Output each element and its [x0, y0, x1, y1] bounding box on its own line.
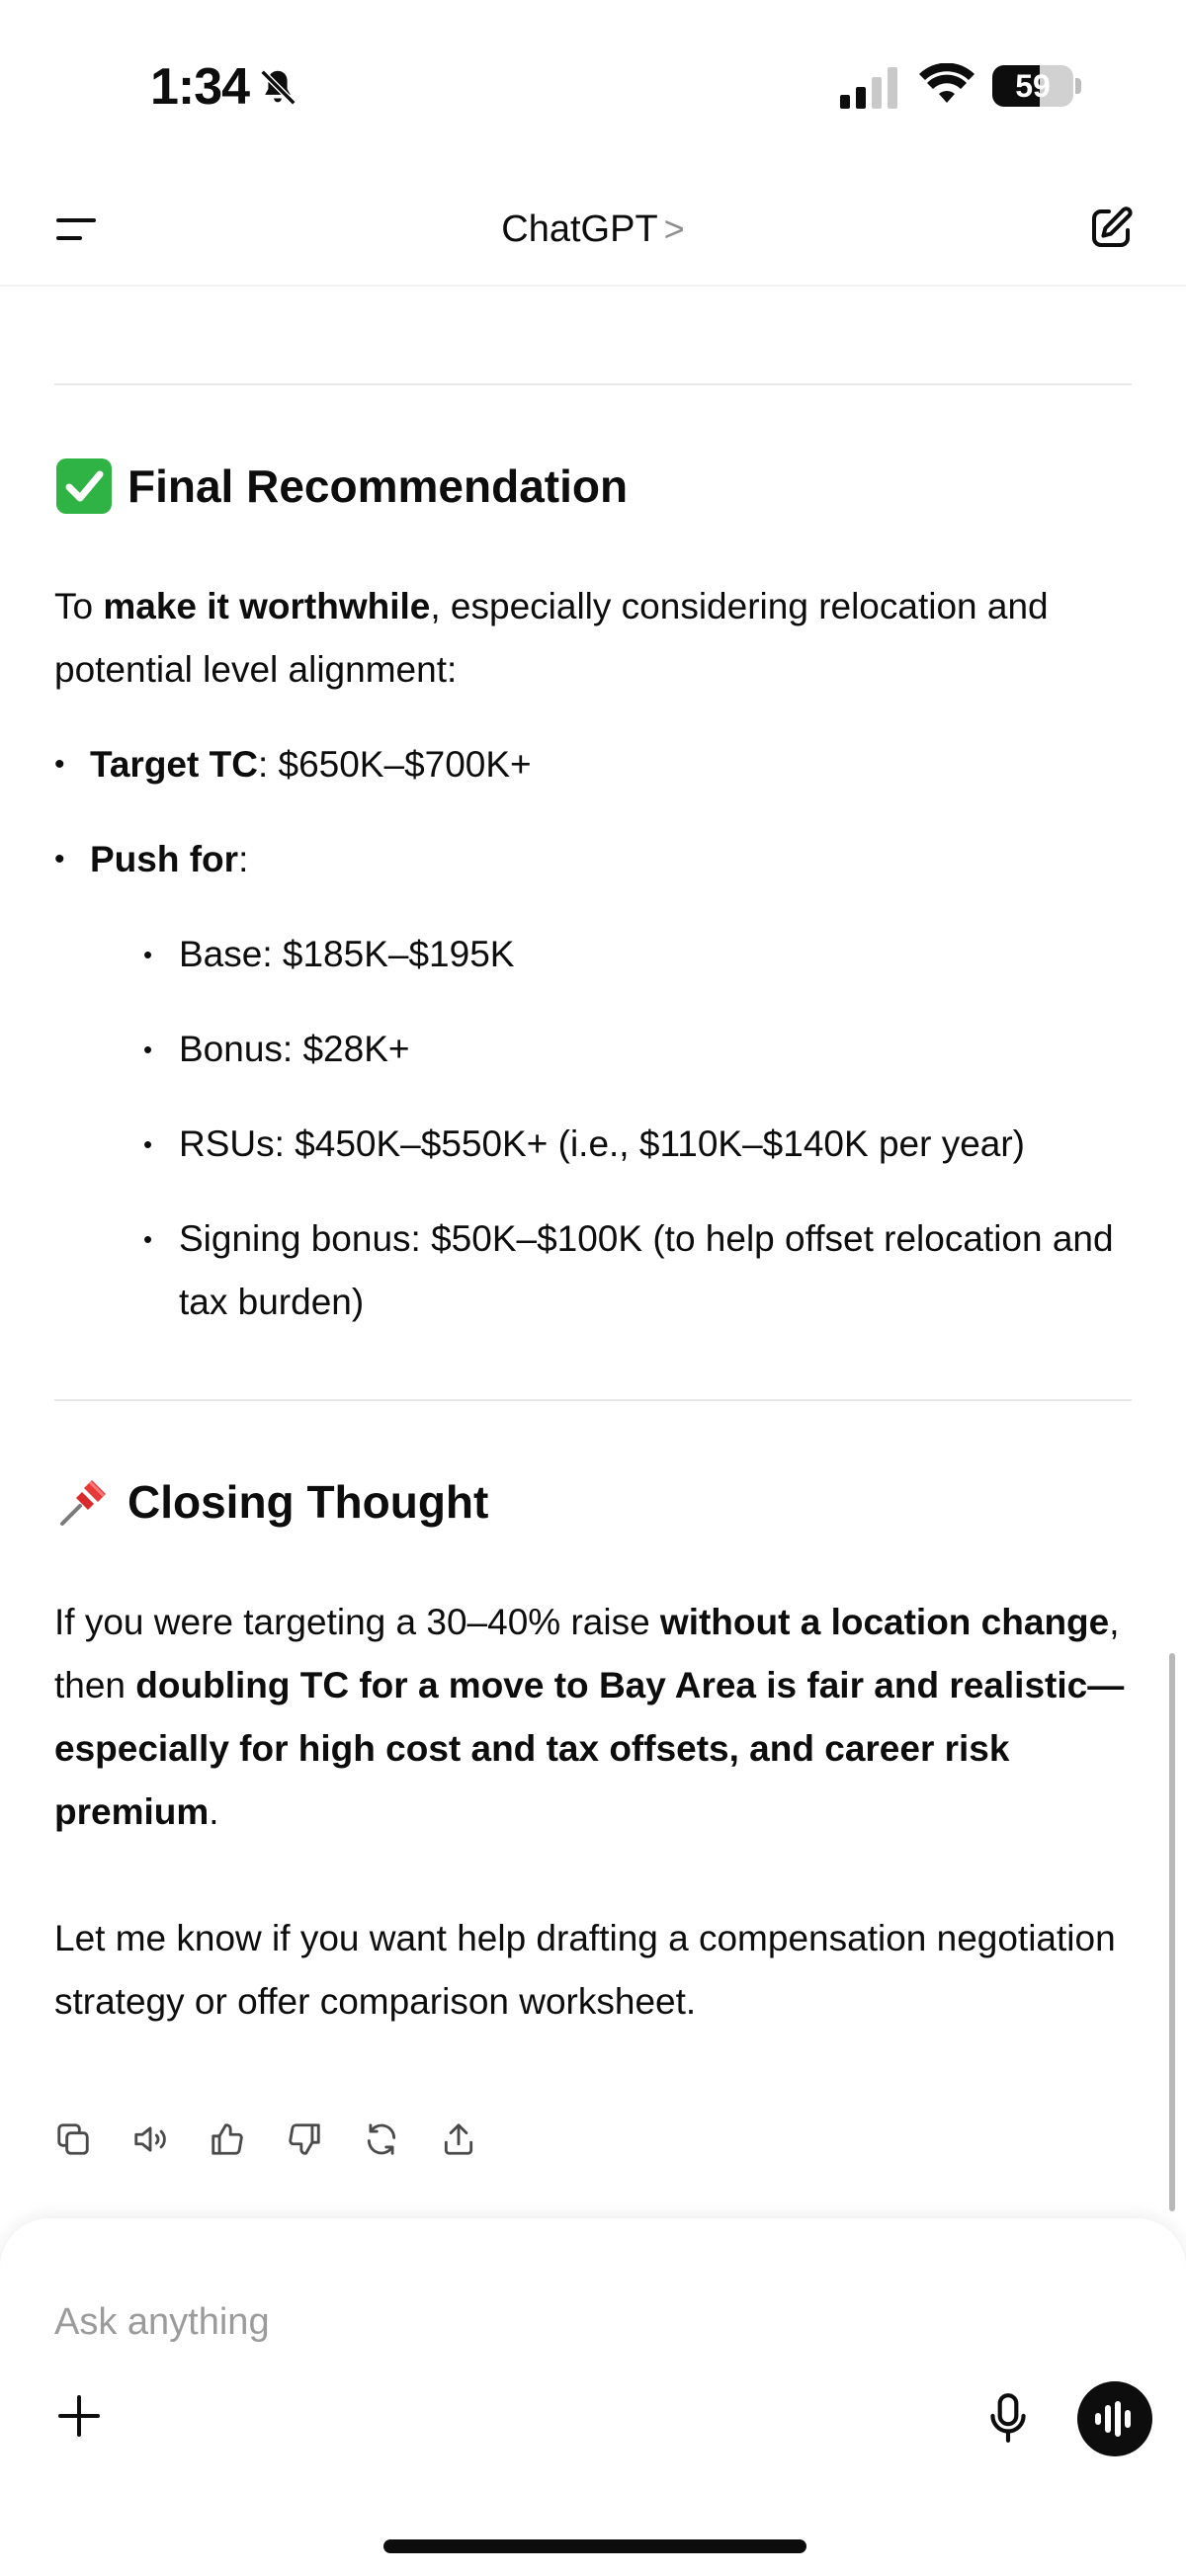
app-header [0, 173, 1186, 287]
wifi-icon [919, 63, 974, 107]
ask-input[interactable] [54, 2292, 944, 2352]
app-title: ChatGPT [501, 208, 658, 250]
final-recommendation-heading: Final Recommendation [54, 457, 1132, 516]
chat-message [54, 287, 1132, 2034]
pushpin-icon [54, 1472, 114, 1532]
copy-icon[interactable] [54, 2120, 92, 2158]
status-bar [0, 0, 1186, 173]
cellular-signal-icon [840, 67, 899, 109]
final-intro: To make it worthwhile, especially considering relocation and potential level alignment: [54, 586, 1049, 690]
thumbs-down-icon[interactable] [286, 2120, 323, 2158]
plus-icon[interactable] [54, 2391, 104, 2441]
list-item: • Signing bonus: $50K–$100K (to help offset relocation and tax burden) [143, 1207, 1132, 1334]
home-indicator [383, 2539, 806, 2553]
section-divider [54, 383, 1132, 385]
regenerate-icon[interactable] [363, 2120, 400, 2158]
follow-up-paragraph: Let me know if you want help drafting a compensation negotiation strategy or offer comparison worksheet. [54, 1918, 1116, 2022]
thumbs-up-icon[interactable] [209, 2120, 246, 2158]
voice-mode-button[interactable] [1077, 2381, 1152, 2456]
read-aloud-icon[interactable] [131, 2120, 169, 2158]
list-item: • Bonus: $28K+ [143, 1018, 1132, 1081]
recommendation-list [54, 733, 1132, 1334]
message-actions [54, 2120, 477, 2158]
list-item: • Push for: • Base: $185K–$195K • Bonus: $28K+ • RSUs: $450K–$550K+ (i.e., $110K–$140K per year) • Signing bonus: $50K–$100K (to help offset relocation and tax burden) [54, 828, 1132, 1334]
closing-paragraph: If you were targeting a 30–40% raise without a location change, then doubling TC for a move to Bay Area is fair and realistic—especially for high cost and tax offsets, and career risk premium. [54, 1602, 1125, 1832]
silent-bell-icon [255, 65, 300, 111]
status-time: 1:34 [150, 58, 250, 116]
microphone-icon[interactable] [983, 2391, 1033, 2445]
composer [0, 2218, 1186, 2576]
battery-level: 59 [1015, 68, 1051, 104]
battery-icon [992, 65, 1081, 107]
waveform-icon [1093, 2399, 1137, 2439]
list-item: • RSUs: $450K–$550K+ (i.e., $110K–$140K per year) [143, 1113, 1132, 1176]
list-item: • Base: $185K–$195K [143, 923, 1132, 986]
new-chat-icon[interactable] [1087, 205, 1135, 252]
closing-thought-heading: Closing Thought [54, 1472, 1132, 1532]
share-icon[interactable] [440, 2120, 477, 2158]
section-divider [54, 1399, 1132, 1401]
model-selector[interactable] [0, 203, 1186, 256]
chevron-right-icon: > [663, 208, 685, 249]
push-for-sublist [143, 923, 1132, 1334]
check-mark-icon [54, 457, 114, 516]
scrollbar[interactable] [1169, 1653, 1175, 2211]
list-item: • Target TC: $650K–$700K+ [54, 733, 1132, 796]
